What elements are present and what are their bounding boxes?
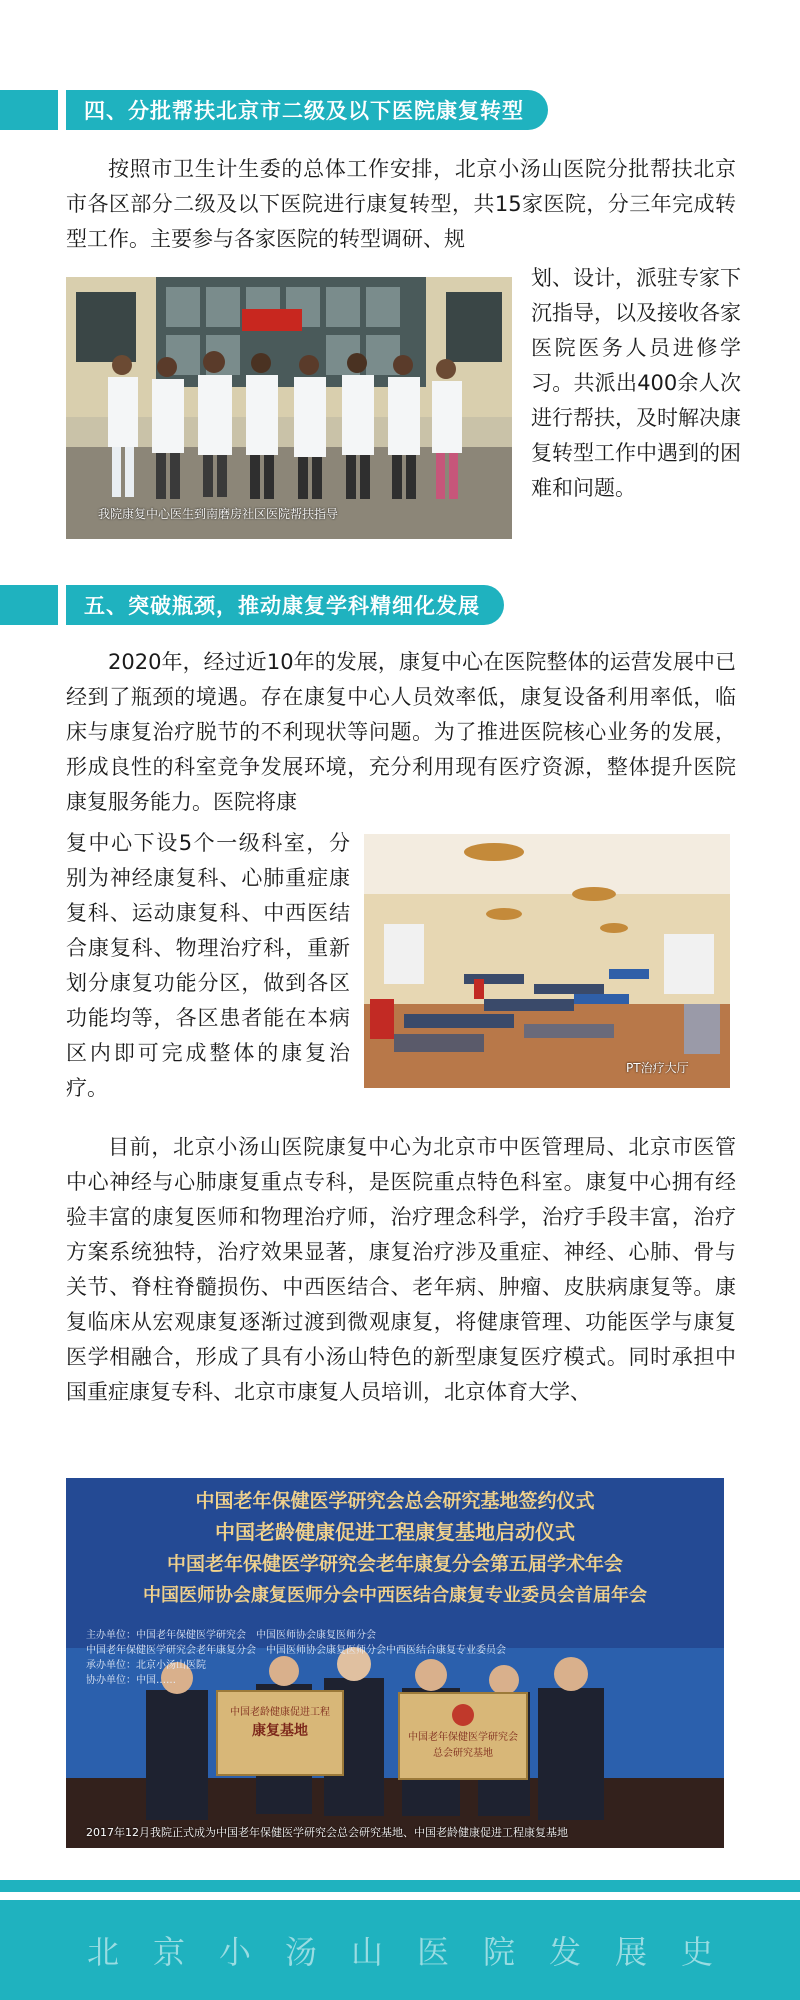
ceremony-organizer-line: 承办单位：北京小汤山医院 [86,1660,206,1671]
section-5-side-paragraph: 复中心下设5个一级科室，分别为神经康复科、心肺重症康复科、运动康复科、中西医结合康复科、物理治疗科，重新划分康复功能分区，做到各区功能均等，各区患者能在本病区内即可完成整体的康复治疗。 [66,831,350,1100]
ceremony-organizer-line: 主办单位：中国老年保健医学研究会 中国医师协会康复医师分会 [86,1630,376,1641]
ceremony-banner-line-3: 中国老年保健医学研究会老年康复分会第五届学术年会 [166,1553,623,1575]
plaque-left-line-2: 康复基地 [252,1723,308,1739]
ceremony-banner-line-1: 中国老年保健医学研究会总会研究基地签约仪式 [195,1490,595,1512]
ceremony-organizer-line: 中国老年保健医学研究会老年康复分会 中国医师协会康复医师分会中西医结合康复专业委员会 [86,1645,506,1656]
footer-title: 北京小汤山医院发展史 [86,1933,747,1971]
ceremony-caption: 2017年12月我院正式成为中国老年保健医学研究会总会研究基地、中国老龄健康促进工程康复基地 [86,1826,568,1839]
plaque-right [398,1692,528,1780]
ceremony-organizer-line: 协办单位：中国…… [86,1675,176,1686]
plaque-left [216,1690,344,1776]
section-4-intro-paragraph: 按照市卫生计生委的总体工作安排，北京小汤山医院分批帮扶北京市各区部分二级及以下医院进行康复转型，共15家医院，分三年完成转型工作。主要参与各家医院的转型调研、规 [66,157,736,251]
ceremony-banner-line-2: 中国老龄健康促进工程康复基地启动仪式 [215,1520,575,1544]
pt-hall-caption: PT治疗大厅 [626,1061,689,1075]
page-footer [0,1880,800,2000]
footer-divider [0,1880,800,1892]
section-header-stub [0,585,58,625]
section-5-paragraph-1: 2020年，经过近10年的发展，康复中心在医院整体的运营发展中已经到了瓶颈的境遇。存在康复中心人员效率低，康复设备利用率低，临床与康复治疗脱节的不利现状等问题。为了推进医院核心业务的发展，形成良性的科室竞争发展环境，充分利用现有医疗资源，整体提升医院康复服务能力。医院将康 [66,650,736,814]
doctors-group-illustration [66,277,512,539]
section-4-side-paragraph: 划、设计，派驻专家下沉指导，以及接收各家医院医务人员进修学习。共派出400余人次进行帮扶，及时解决康复转型工作中遇到的困难和问题。 [531,266,741,500]
footer-band [0,1900,800,2000]
doctors-photo-caption: 我院康复中心医生到南磨房社区医院帮扶指导 [98,507,339,521]
plaque-left-line-1: 中国老龄健康促进工程 [230,1707,330,1718]
plaque-right-line-1: 中国老年保健医学研究会 [408,1732,518,1743]
plaque-right-emblem-icon [452,1704,474,1726]
section-5-title: 五、突破瓶颈，推动康复学科精细化发展 [66,585,504,625]
plaque-right-line-2: 总会研究基地 [433,1748,493,1759]
pt-hall-illustration [364,834,730,1088]
doctors-group-photo [66,277,512,539]
ceremony-banner-line-4: 中国医师协会康复医师分会中西医结合康复专业委员会首届年会 [143,1585,647,1606]
section-5-paragraph-2: 目前，北京小汤山医院康复中心为北京市中医管理局、北京市医管中心神经与心肺康复重点专科，是医院重点特色科室。康复中心拥有经验丰富的康复医师和物理治疗师，治疗理念科学，治疗手段丰富，治疗方案系统独特，治疗效果显著，康复治疗涉及重症、神经、心肺、骨与关节、脊柱脊髓损伤、中西医结合、老年病、肿瘤、皮肤病康复等。康复临床从宏观康复逐渐过渡到微观康复，将健康管理、功能医学与康复医学相融合，形成了具有小汤山特色的新型康复医疗模式。同时承担中国重症康复专科、北京市康复人员培训，北京体育大学、 [66,1135,736,1404]
ceremony-organizers [86,1628,706,1688]
section-header-stub [0,90,58,130]
ceremony-photo [66,1478,724,1848]
pt-hall-photo [364,834,730,1088]
section-4-title: 四、分批帮扶北京市二级及以下医院康复转型 [66,90,548,130]
ceremony-banner [66,1486,724,1612]
